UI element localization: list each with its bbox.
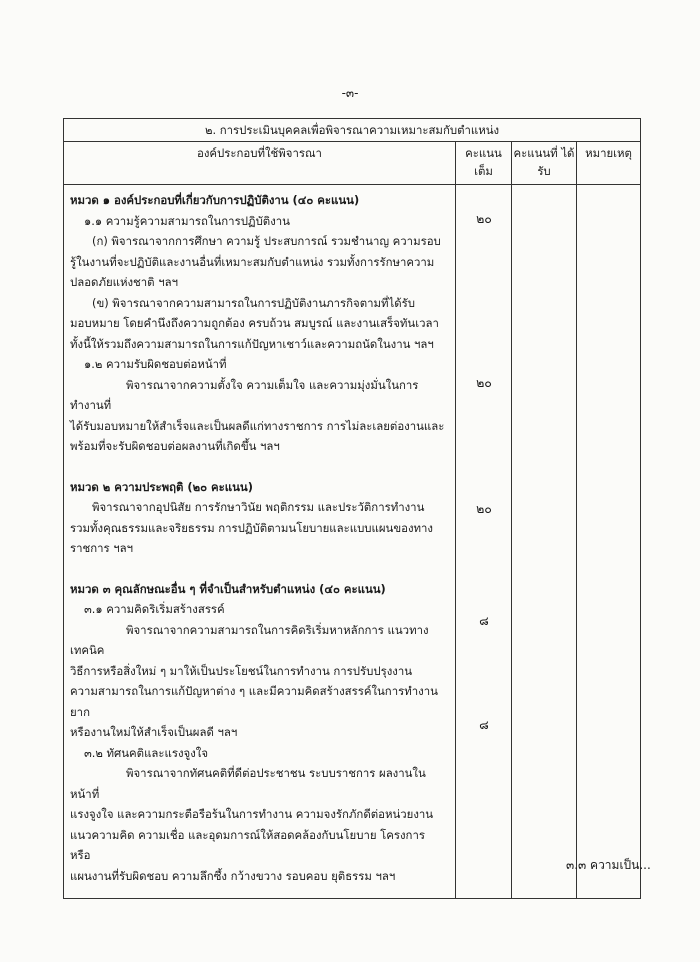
section2-line: พิจารณาจากอุปนิสัย การรักษาวินัย พฤติกรรม และประวัติการทำงาน bbox=[92, 500, 425, 514]
item-3-1-line: หรืองานใหม่ให้สำเร็จเป็นผลดี ฯลฯ bbox=[70, 725, 238, 739]
score-3-1: ๘ bbox=[479, 613, 489, 628]
score-1-2: ๒๐ bbox=[476, 375, 492, 390]
header-full-score: คะแนน เต็ม bbox=[456, 142, 512, 185]
remark-cell bbox=[577, 185, 641, 899]
item-3-1-title: ๓.๑ ความคิดริเริ่มสร้างสรรค์ bbox=[84, 602, 225, 616]
item-1-1-a-line: รู้ในงานที่จะปฏิบัติและงานอื่นที่เหมาะสมกับตำแหน่ง รวมทั้งการรักษาความ bbox=[70, 254, 435, 269]
header-received-score: คะแนนที่ ได้รับ bbox=[512, 142, 577, 185]
item-3-2-title: ๓.๒ ทัศนคติและแรงจูงใจ bbox=[84, 745, 209, 760]
score-1-1: ๒๐ bbox=[476, 211, 492, 226]
item-1-1-a bbox=[70, 231, 449, 293]
item-1-1-a-line: ปลอดภัยแห่งชาติ ฯลฯ bbox=[70, 275, 178, 289]
item-1-2-title: ๑.๒ ความรับผิดชอบต่อหน้าที่ bbox=[84, 357, 227, 371]
item-3-1-line: พิจารณาจากความสามารถในการคิดริเริ่มหาหลักการ แนวทาง เทคนิค bbox=[70, 622, 429, 657]
section2-line: ราชการ ฯลฯ bbox=[70, 541, 134, 555]
section3-title: หมวด ๓ คุณลักษณะอื่น ๆ ที่จำเป็นสำหรับตำแหน่ง (๔๐ คะแนน) bbox=[70, 581, 386, 596]
item-1-2-line: พร้อมที่จะรับผิดชอบต่อผลงานที่เกิดขึ้น ฯลฯ bbox=[70, 439, 280, 453]
item-3-1-line: ความสามารถในการแก้ปัญหาต่าง ๆ และมีความคิดสร้างสรรค์ในการทำงานยาก bbox=[70, 684, 438, 719]
section2-text bbox=[70, 497, 449, 559]
criteria-description-cell bbox=[64, 185, 456, 899]
item-1-1-b-line: มอบหมาย โดยคำนึงถึงความถูกต้อง ครบถ้วน สมบูรณ์ และงานเสร็จทันเวลา bbox=[70, 316, 439, 330]
item-1-1-b bbox=[70, 293, 449, 355]
item-3-2-line: แนวความคิด ความเชื่อ และอุดมการณ์ให้สอดคล้องกับนโยบาย โครงการ หรือ bbox=[70, 827, 425, 862]
item-1-1-b-line: (ข) พิจารณาจากความสามารถในการปฏิบัติงานภารกิจตามที่ได้รับ bbox=[92, 295, 415, 310]
page-number: -๓- bbox=[341, 86, 359, 100]
item-3-1-text bbox=[70, 620, 449, 743]
section1-title: หมวด ๑ องค์ประกอบที่เกี่ยวกับการปฏิบัติงาน (๔๐ คะแนน) bbox=[70, 193, 360, 207]
received-score-cell bbox=[512, 185, 577, 899]
score-3-2: ๘ bbox=[479, 717, 489, 732]
item-1-1-a-line: (ก) พิจารณาจากการศึกษา ความรู้ ประสบการณ์ รวมชำนาญ ความรอบ bbox=[92, 234, 441, 248]
item-1-1-b-line: ทั้งนี้ให้รวมถึงความสามารถในการแก้ปัญหาเชาว์และความถนัดในงาน ฯลฯ bbox=[70, 336, 434, 351]
item-3-2-text bbox=[70, 763, 449, 886]
section2-line: รวมทั้งคุณธรรมและจริยธรรม การปฏิบัติตามนโยบายและแบบแผนของทาง bbox=[70, 520, 433, 535]
full-score-cell bbox=[456, 185, 512, 899]
item-3-2-line: พิจารณาจากทัศนคติที่ดีต่อประชาชน ระบบราชการ ผลงานในหน้าที่ bbox=[70, 766, 426, 801]
item-3-2-line: แรงจูงใจ และความกระตือรือร้นในการทำงาน ความจงรักภักดีต่อหน่วยงาน bbox=[70, 807, 434, 821]
item-3-1-line: วิธีการหรือสิ่งใหม่ ๆ มาให้เป็นประโยชน์ในการทำงาน การปรับปรุงงาน bbox=[70, 663, 413, 678]
table-title: ๒. การประเมินบุคคลเพื่อพิจารณาความเหมาะสมกับตำแหน่ง bbox=[64, 119, 641, 142]
item-1-1-title: ๑.๑ ความรู้ความสามารถในการปฏิบัติงาน bbox=[84, 213, 290, 228]
header-criteria: องค์ประกอบที่ใช้พิจารณา bbox=[64, 142, 456, 185]
item-1-2-line: พิจารณาจากความตั้งใจ ความเต็มใจ และความมุ่งมั่นในการทำงานที่ bbox=[70, 377, 419, 412]
score-section2: ๒๐ bbox=[476, 501, 492, 516]
item-3-2-line: แผนงานที่รับผิดชอบ ความลึกซึ้ง กว้างขวาง รอบคอบ ยุติธรรม ฯลฯ bbox=[70, 868, 396, 883]
header-remark: หมายเหตุ bbox=[577, 142, 641, 185]
item-1-2-line: ได้รับมอบหมายให้สำเร็จและเป็นผลดีแก่ทางราชการ การไม่ละเลยต่องานและ bbox=[70, 418, 445, 433]
footer-continuation: ๓.๓ ความเป็น... bbox=[566, 858, 651, 872]
evaluation-table bbox=[63, 118, 641, 899]
item-1-2-text bbox=[70, 375, 449, 457]
section2-title: หมวด ๒ ความประพฤติ (๒๐ คะแนน) bbox=[70, 479, 253, 494]
